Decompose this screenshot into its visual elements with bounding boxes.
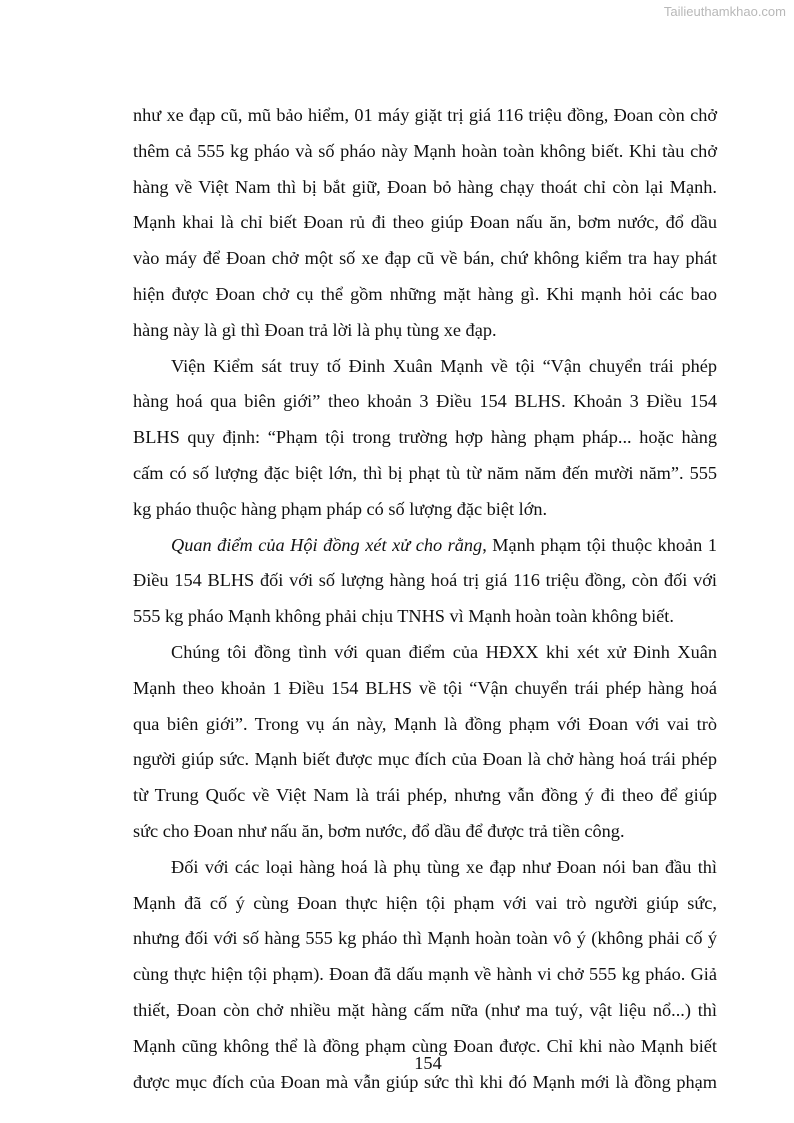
- italic-lead: Quan điểm của Hội đồng xét xử cho rằng: [171, 534, 483, 555]
- text-line: [133, 886, 717, 922]
- line-text: như xe đạp cũ, mũ bảo hiểm, 01 máy giặt trị giá 116 triệu đồng, Đoan còn chở: [133, 105, 717, 125]
- page-number: 154: [414, 1053, 442, 1073]
- line-text: người giúp sức. Mạnh biết được mục đích của Đoan là chở hàng hoá trái phép: [133, 749, 717, 770]
- line-text: từ Trung Quốc về Việt Nam là trái phép, nhưng vẫn đồng ý đi theo để giúp: [133, 785, 717, 806]
- line-text: Mạnh khai là chỉ biết Đoan rủ đi theo giúp Đoan nấu ăn, bơm nước, đổ dầu: [133, 212, 717, 233]
- text-line: [133, 313, 717, 349]
- text-line: [133, 599, 717, 635]
- line-text: Mạnh đã cố ý cùng Đoan thực hiện tội phạm với vai trò người giúp sức,: [133, 892, 717, 913]
- text-line: [133, 921, 717, 957]
- text-line: [133, 241, 717, 277]
- text-line: [133, 635, 717, 671]
- line-text: cùng thực hiện tội phạm). Đoan đã dấu mạnh về hành vi chở 555 kg pháo. Giả: [133, 964, 717, 985]
- text-line: [133, 134, 717, 170]
- text-line: [133, 742, 717, 778]
- watermark: Tailieuthamkhao.com: [663, 4, 786, 19]
- line-text: thiết, Đoan còn chở nhiều mặt hàng cấm nữa (như ma tuý, vật liệu nổ...) thì: [133, 999, 717, 1020]
- text-line: [133, 349, 717, 385]
- text-line: [133, 814, 717, 850]
- text-line: [133, 850, 717, 886]
- line-text: thêm cả 555 kg pháo và số pháo này Mạnh hoàn toàn không biết. Khi tàu chở: [133, 140, 717, 161]
- line-text: hiện được Đoan chở cụ thể gồm những mặt hàng gì. Khi mạnh hỏi các bao: [133, 283, 717, 304]
- text-line: [133, 993, 717, 1029]
- text-line: [133, 420, 717, 456]
- line-text: Mạnh theo khoản 1 Điều 154 BLHS về tội “Vận chuyển trái phép hàng hoá: [133, 677, 717, 698]
- line-text: Chúng tôi đồng tình với quan điểm của HĐXX khi xét xử Đinh Xuân: [171, 641, 717, 662]
- line-text: hàng về Việt Nam thì bị bắt giữ, Đoan bỏ hàng chạy thoát chỉ còn lại Mạnh.: [133, 176, 717, 197]
- line-text: Mạnh cũng không thể là đồng phạm cùng Đoan được. Chỉ khi nào Mạnh biết: [133, 1035, 717, 1056]
- line-text: hàng hoá qua biên giới” theo khoản 3 Điều 154 BLHS. Khoản 3 Điều 154: [133, 391, 717, 412]
- text-line: [133, 277, 717, 313]
- text-line: [133, 170, 717, 206]
- text-line: [133, 528, 717, 564]
- document-body: [133, 98, 717, 1100]
- line-text: vào máy để Đoan chở một số xe đạp cũ về bán, chứ không kiểm tra hay phát: [133, 248, 717, 269]
- line-text: cấm có số lượng đặc biệt lớn, thì bị phạt tù từ năm năm đến mười năm”. 555: [133, 462, 717, 483]
- text-line: [133, 707, 717, 743]
- text-line: [133, 384, 717, 420]
- paragraph: [133, 349, 717, 528]
- paragraph: [133, 528, 717, 635]
- text-line: [133, 205, 717, 241]
- line-text: , Mạnh phạm tội thuộc khoản 1: [482, 534, 717, 555]
- paragraph: [133, 98, 717, 349]
- line-text: kg pháo thuộc hàng phạm pháp có số lượng đặc biệt lớn.: [133, 498, 548, 519]
- text-line: [133, 563, 717, 599]
- paragraph: [133, 635, 717, 850]
- text-line: [133, 98, 717, 134]
- text-line: [133, 671, 717, 707]
- line-text: hàng này là gì thì Đoan trả lời là phụ tùng xe đạp.: [133, 319, 497, 340]
- text-line: [133, 456, 717, 492]
- text-line: [133, 492, 717, 528]
- text-line: [133, 778, 717, 814]
- line-text: Điều 154 BLHS đối với số lượng hàng hoá trị giá 116 triệu đồng, còn đối với: [133, 570, 717, 591]
- line-text: 555 kg pháo Mạnh không phải chịu TNHS vì Mạnh hoàn toàn không biết.: [133, 606, 674, 627]
- line-text: nhưng đối với số hàng 555 kg pháo thì Mạnh hoàn toàn vô ý (không phải cố ý: [133, 928, 717, 949]
- line-text: qua biên giới”. Trong vụ án này, Mạnh là đồng phạm với Đoan với vai trò: [133, 713, 717, 734]
- line-text: được mục đích của Đoan mà vẫn giúp sức thì khi đó Mạnh mới là đồng phạm: [133, 1071, 717, 1092]
- line-text: Đối với các loại hàng hoá là phụ tùng xe đạp như Đoan nói ban đầu thì: [171, 856, 717, 877]
- text-line: [133, 957, 717, 993]
- line-text: BLHS quy định: “Phạm tội trong trường hợp hàng phạm pháp... hoặc hàng: [133, 427, 717, 448]
- line-text: sức cho Đoan như nấu ăn, bơm nước, đổ dầu để được trả tiền công.: [133, 820, 625, 841]
- line-text: Viện Kiểm sát truy tố Đinh Xuân Mạnh về tội “Vận chuyển trái phép: [171, 355, 717, 376]
